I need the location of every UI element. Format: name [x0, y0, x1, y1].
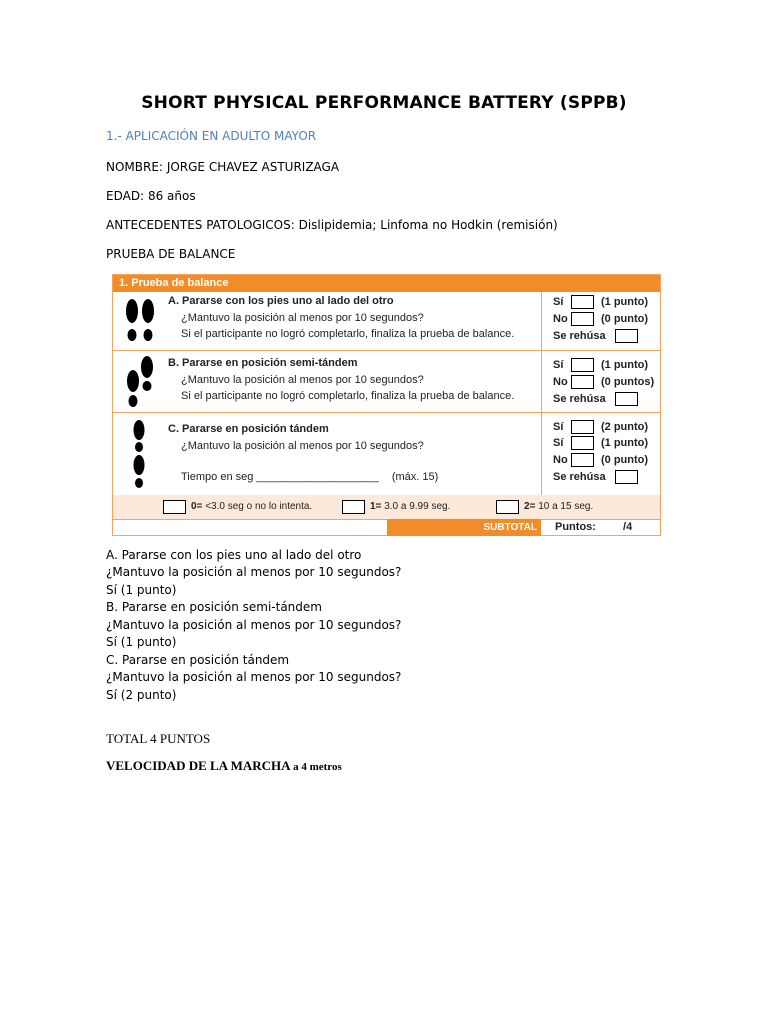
scale-2-checkbox[interactable]	[496, 500, 519, 514]
row-b-title: B. Pararse en posición semi-tándem	[168, 357, 358, 369]
edad-value: 86 años	[147, 189, 196, 203]
antecedentes-label: ANTECEDENTES PATOLOGICOS:	[106, 218, 295, 232]
document-title: SHORT PHYSICAL PERFORMANCE BATTERY (SPPB)	[141, 93, 627, 113]
row-c-question: ¿Mantuvo la posición al menos por 10 segundos?	[181, 440, 424, 452]
scale-2-text: 2= 10 a 15 seg.	[524, 501, 594, 512]
scale-0-checkbox[interactable]	[163, 500, 186, 514]
balance-test-form	[112, 274, 661, 536]
answer-line: C. Pararse en posición tándem	[106, 653, 290, 667]
row-a-rehusa-checkbox[interactable]	[615, 329, 638, 343]
answer-line: Sí (1 punto)	[106, 635, 177, 649]
row-c-no-points: (0 punto)	[601, 454, 649, 466]
row-c	[113, 413, 660, 495]
total-points: TOTAL 4 PUNTOS	[106, 731, 211, 746]
row-b-no-points: (0 puntos)	[601, 376, 655, 388]
row-a-no-label: No	[553, 313, 568, 325]
antecedentes-value: Dislipidemia; Linfoma no Hodkin (remisión)	[298, 218, 558, 232]
antecedentes-line	[106, 218, 558, 232]
puntos-field	[541, 519, 660, 536]
row-c-title: C. Pararse en posición tándem	[168, 423, 329, 435]
nombre-value: JORGE CHAVEZ ASTURIZAGA	[166, 160, 340, 174]
row-c-time-field	[181, 471, 438, 483]
subtotal-label: SUBTOTAL	[387, 519, 541, 536]
scale-0-text: 0= <3.0 seg o no lo intenta.	[191, 501, 313, 512]
row-a-si-label: Sí	[553, 296, 564, 308]
nombre-label: NOMBRE:	[106, 160, 163, 174]
row-a-rehusa-label: Se rehúsa	[553, 330, 606, 342]
row-b-si-points: (1 punto)	[601, 359, 649, 371]
row-c-no-checkbox[interactable]	[571, 453, 594, 467]
row-b-no-checkbox[interactable]	[571, 375, 594, 389]
row-a-no-points: (0 punto)	[601, 313, 649, 325]
puntos-label: Puntos:	[555, 521, 596, 533]
feet-tandem-icon	[127, 418, 151, 494]
answer-line: ¿Mantuvo la posición al menos por 10 segundos?	[106, 670, 402, 684]
scale-1-checkbox[interactable]	[342, 500, 365, 514]
row-c-si2-label: Sí	[553, 421, 564, 433]
row-b	[113, 351, 660, 413]
row-c-si2-checkbox[interactable]	[571, 420, 594, 434]
row-b-rehusa-label: Se rehúsa	[553, 393, 606, 405]
row-c-si2-points: (2 punto)	[601, 421, 649, 433]
row-c-si1-points: (1 punto)	[601, 437, 649, 449]
row-c-time-label: Tiempo en seg ____________________	[181, 471, 379, 483]
edad-label: EDAD:	[106, 189, 145, 203]
answer-line: ¿Mantuvo la posición al menos por 10 segundos?	[106, 565, 402, 579]
score-scale	[113, 495, 660, 520]
section-heading: 1.- APLICACIÓN EN ADULTO MAYOR	[106, 129, 317, 143]
row-b-note: Si el participante no logró completarlo, finaliza la prueba de balance.	[181, 390, 515, 402]
row-a-si-checkbox[interactable]	[571, 295, 594, 309]
row-b-rehusa-checkbox[interactable]	[615, 392, 638, 406]
answer-line: B. Pararse en posición semi-tándem	[106, 600, 322, 614]
prueba-balance-label: PRUEBA DE BALANCE	[106, 247, 236, 261]
row-a	[113, 292, 660, 351]
row-c-no-label: No	[553, 454, 568, 466]
row-b-no-label: No	[553, 376, 568, 388]
row-b-si-label: Sí	[553, 359, 564, 371]
velocidad-rest: a 4 metros	[293, 761, 342, 773]
scale-1-text: 1= 3.0 a 9.99 seg.	[370, 501, 451, 512]
form-header: 1. Prueba de balance	[113, 275, 660, 292]
row-a-note: Si el participante no logró completarlo, finaliza la prueba de balance.	[181, 328, 515, 340]
row-c-si1-label: Sí	[553, 437, 564, 449]
answer-line: ¿Mantuvo la posición al menos por 10 segundos?	[106, 618, 402, 632]
row-a-no-checkbox[interactable]	[571, 312, 594, 326]
row-b-question: ¿Mantuvo la posición al menos por 10 segundos?	[181, 374, 424, 386]
row-c-time-max: (máx. 15)	[391, 471, 439, 483]
nombre-line	[106, 160, 339, 174]
row-c-si1-checkbox[interactable]	[571, 436, 594, 450]
edad-line	[106, 189, 196, 203]
row-c-rehusa-label: Se rehúsa	[553, 471, 606, 483]
answer-line: Sí (1 punto)	[106, 583, 177, 597]
row-b-si-checkbox[interactable]	[571, 358, 594, 372]
puntos-value: /4	[623, 521, 633, 533]
answer-line: Sí (2 punto)	[106, 688, 177, 702]
velocidad-heading	[106, 758, 342, 774]
row-a-question: ¿Mantuvo la posición al menos por 10 segundos?	[181, 312, 424, 324]
velocidad-main: VELOCIDAD DE LA MARCHA	[106, 758, 290, 773]
row-c-rehusa-checkbox[interactable]	[615, 470, 638, 484]
feet-side-by-side-icon	[123, 297, 157, 347]
answer-line: A. Pararse con los pies uno al lado del otro	[106, 548, 362, 562]
feet-semi-tandem-icon	[123, 355, 157, 409]
row-a-title: A. Pararse con los pies uno al lado del otro	[168, 295, 394, 307]
row-a-si-points: (1 punto)	[601, 296, 649, 308]
